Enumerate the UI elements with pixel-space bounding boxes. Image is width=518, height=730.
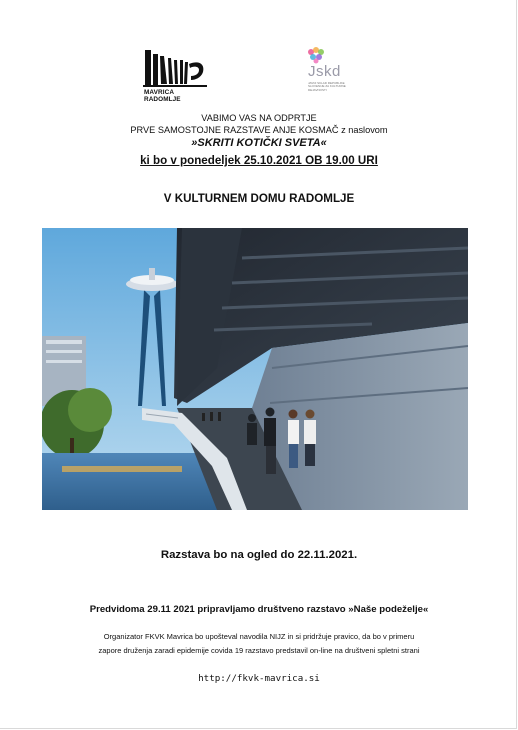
invitation-line-1: VABIMO VAS NA ODPRTJE	[201, 113, 317, 123]
organizer-note-line-1: Organizator FKVK Mavrica bo upošteval navodila NIJZ in si pridržuje pravico, da bo v primeru	[103, 632, 415, 641]
exhibition-until: Razstava bo na ogled do 22.11.2021.	[160, 549, 358, 561]
organizer-note-line-2: zapore druženja zaradi epidemije covida 19 razstavo predstavil on-line na društveni spletni strani	[98, 646, 420, 655]
jskd-logo-subtext: JAVNI SKLAD REPUBLIKE SLOVENIJE ZA KULTURNE DEJAVNOSTI	[308, 81, 346, 92]
next-exhibition-note: Predvidoma 29.11 2021 pripravljamo društveno razstavo »Naše podeželje«	[89, 604, 429, 615]
website-link[interactable]: http://fkvk-mavrica.si	[198, 673, 320, 684]
exhibition-title: »SKRITI KOTIČKI SVETA«	[191, 137, 327, 149]
opening-date: ki bo v ponedeljek 25.10.2021 OB 19.00 URI	[140, 154, 378, 167]
mavrica-logo-caption: MAVRICA RADOMLJE	[144, 89, 181, 103]
venue: V KULTURNEM DOMU RADOMLJE	[163, 192, 355, 205]
invitation-line-2: PRVE SAMOSTOJNE RAZSTAVE ANJE KOSMAČ z naslovom	[130, 125, 388, 135]
exhibition-photo	[42, 228, 468, 510]
jskd-logo-text: Jskd	[308, 63, 341, 80]
